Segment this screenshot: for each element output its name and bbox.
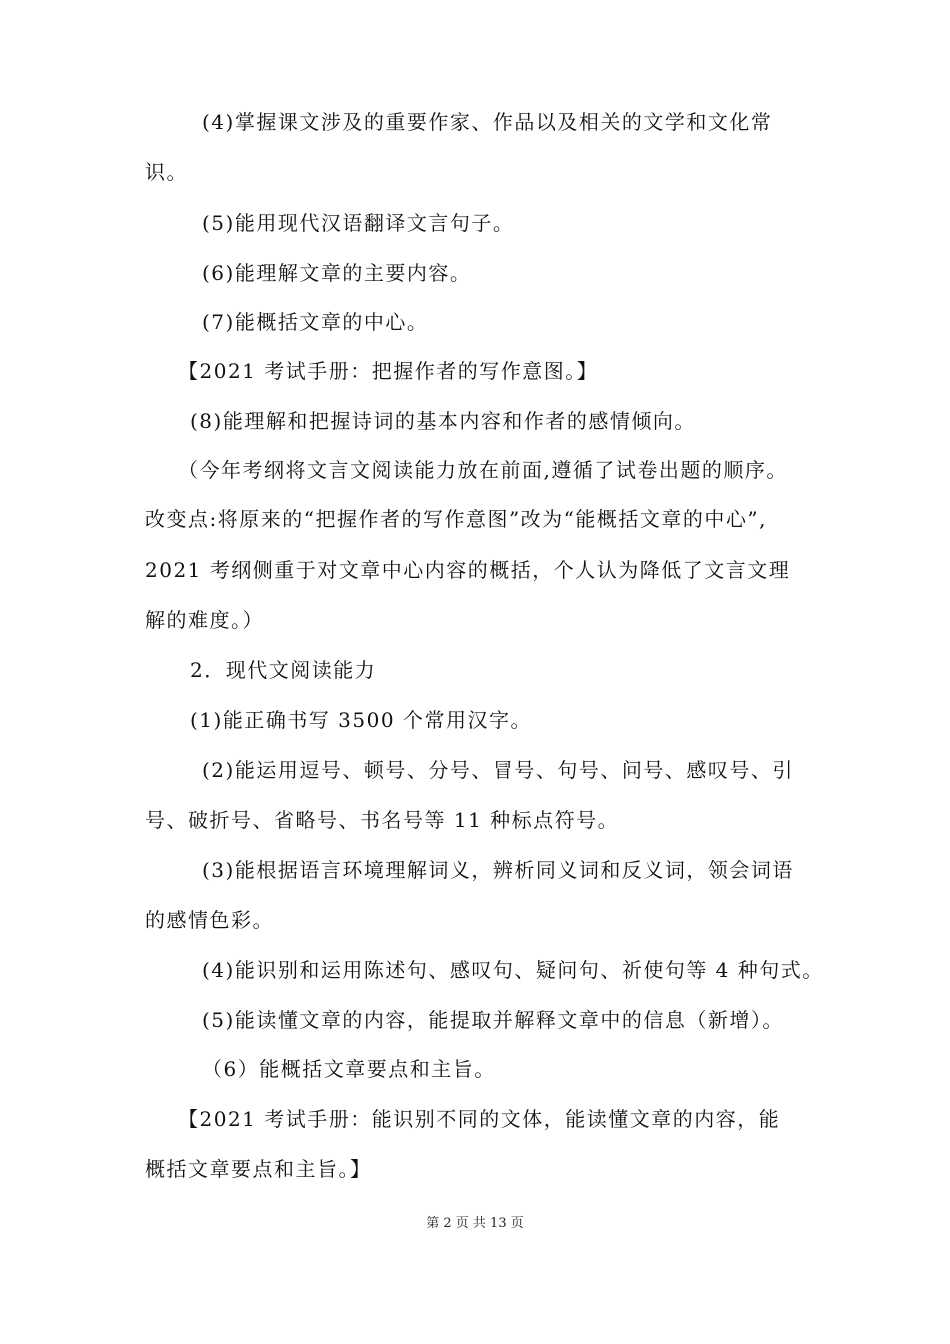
text-line: (5)能用现代汉语翻译文言句子。 [202,211,515,235]
text-line: （今年考纲将文言文阅读能力放在前面,遵循了试卷出题的顺序。 [178,458,788,482]
text-line: (5)能读懂文章的内容，能提取并解释文章中的信息（新增）。 [202,1008,784,1032]
text-line: (8)能理解和把握诗词的基本内容和作者的感情倾向。 [190,409,696,433]
text-line: 改变点:将原来的“把握作者的写作意图”改为“能概括文章的中心”, [145,507,767,531]
text-line: 的感情色彩。 [145,908,274,932]
text-line: (7)能概括文章的中心。 [202,310,429,334]
text-line: (4)能识别和运用陈述句、感叹句、疑问句、祈使句等 4 种句式。 [202,958,824,982]
text-line: 2021 考纲侧重于对文章中心内容的概括，个人认为降低了文言文理 [145,558,791,582]
text-line: 【2021 考试手册：把握作者的写作意图。】 [178,359,599,383]
text-line: (6)能理解文章的主要内容。 [202,261,472,285]
text-line: (3)能根据语言环境理解词义，辨析同义词和反义词，领会词语 [202,858,794,882]
text-line: (2)能运用逗号、顿号、分号、冒号、句号、问号、感叹号、引 [202,758,794,782]
page-footer: 第 2 页 共 13 页 [426,1216,524,1231]
text-line: 概括文章要点和主旨。】 [145,1157,372,1181]
text-line: 解的难度。） [145,608,264,632]
text-line: 2．现代文阅读能力 [190,658,377,682]
text-line: (1)能正确书写 3500 个常用汉字。 [190,708,532,732]
text-line: 【2021 考试手册：能识别不同的文体，能读懂文章的内容，能 [178,1107,781,1131]
text-line: 识。 [145,160,188,184]
text-line: (4)掌握课文涉及的重要作家、作品以及相关的文学和文化常 [202,110,773,134]
text-line: （6）能概括文章要点和主旨。 [202,1057,496,1081]
text-line: 号、破折号、省略号、书名号等 11 种标点符号。 [145,808,620,832]
